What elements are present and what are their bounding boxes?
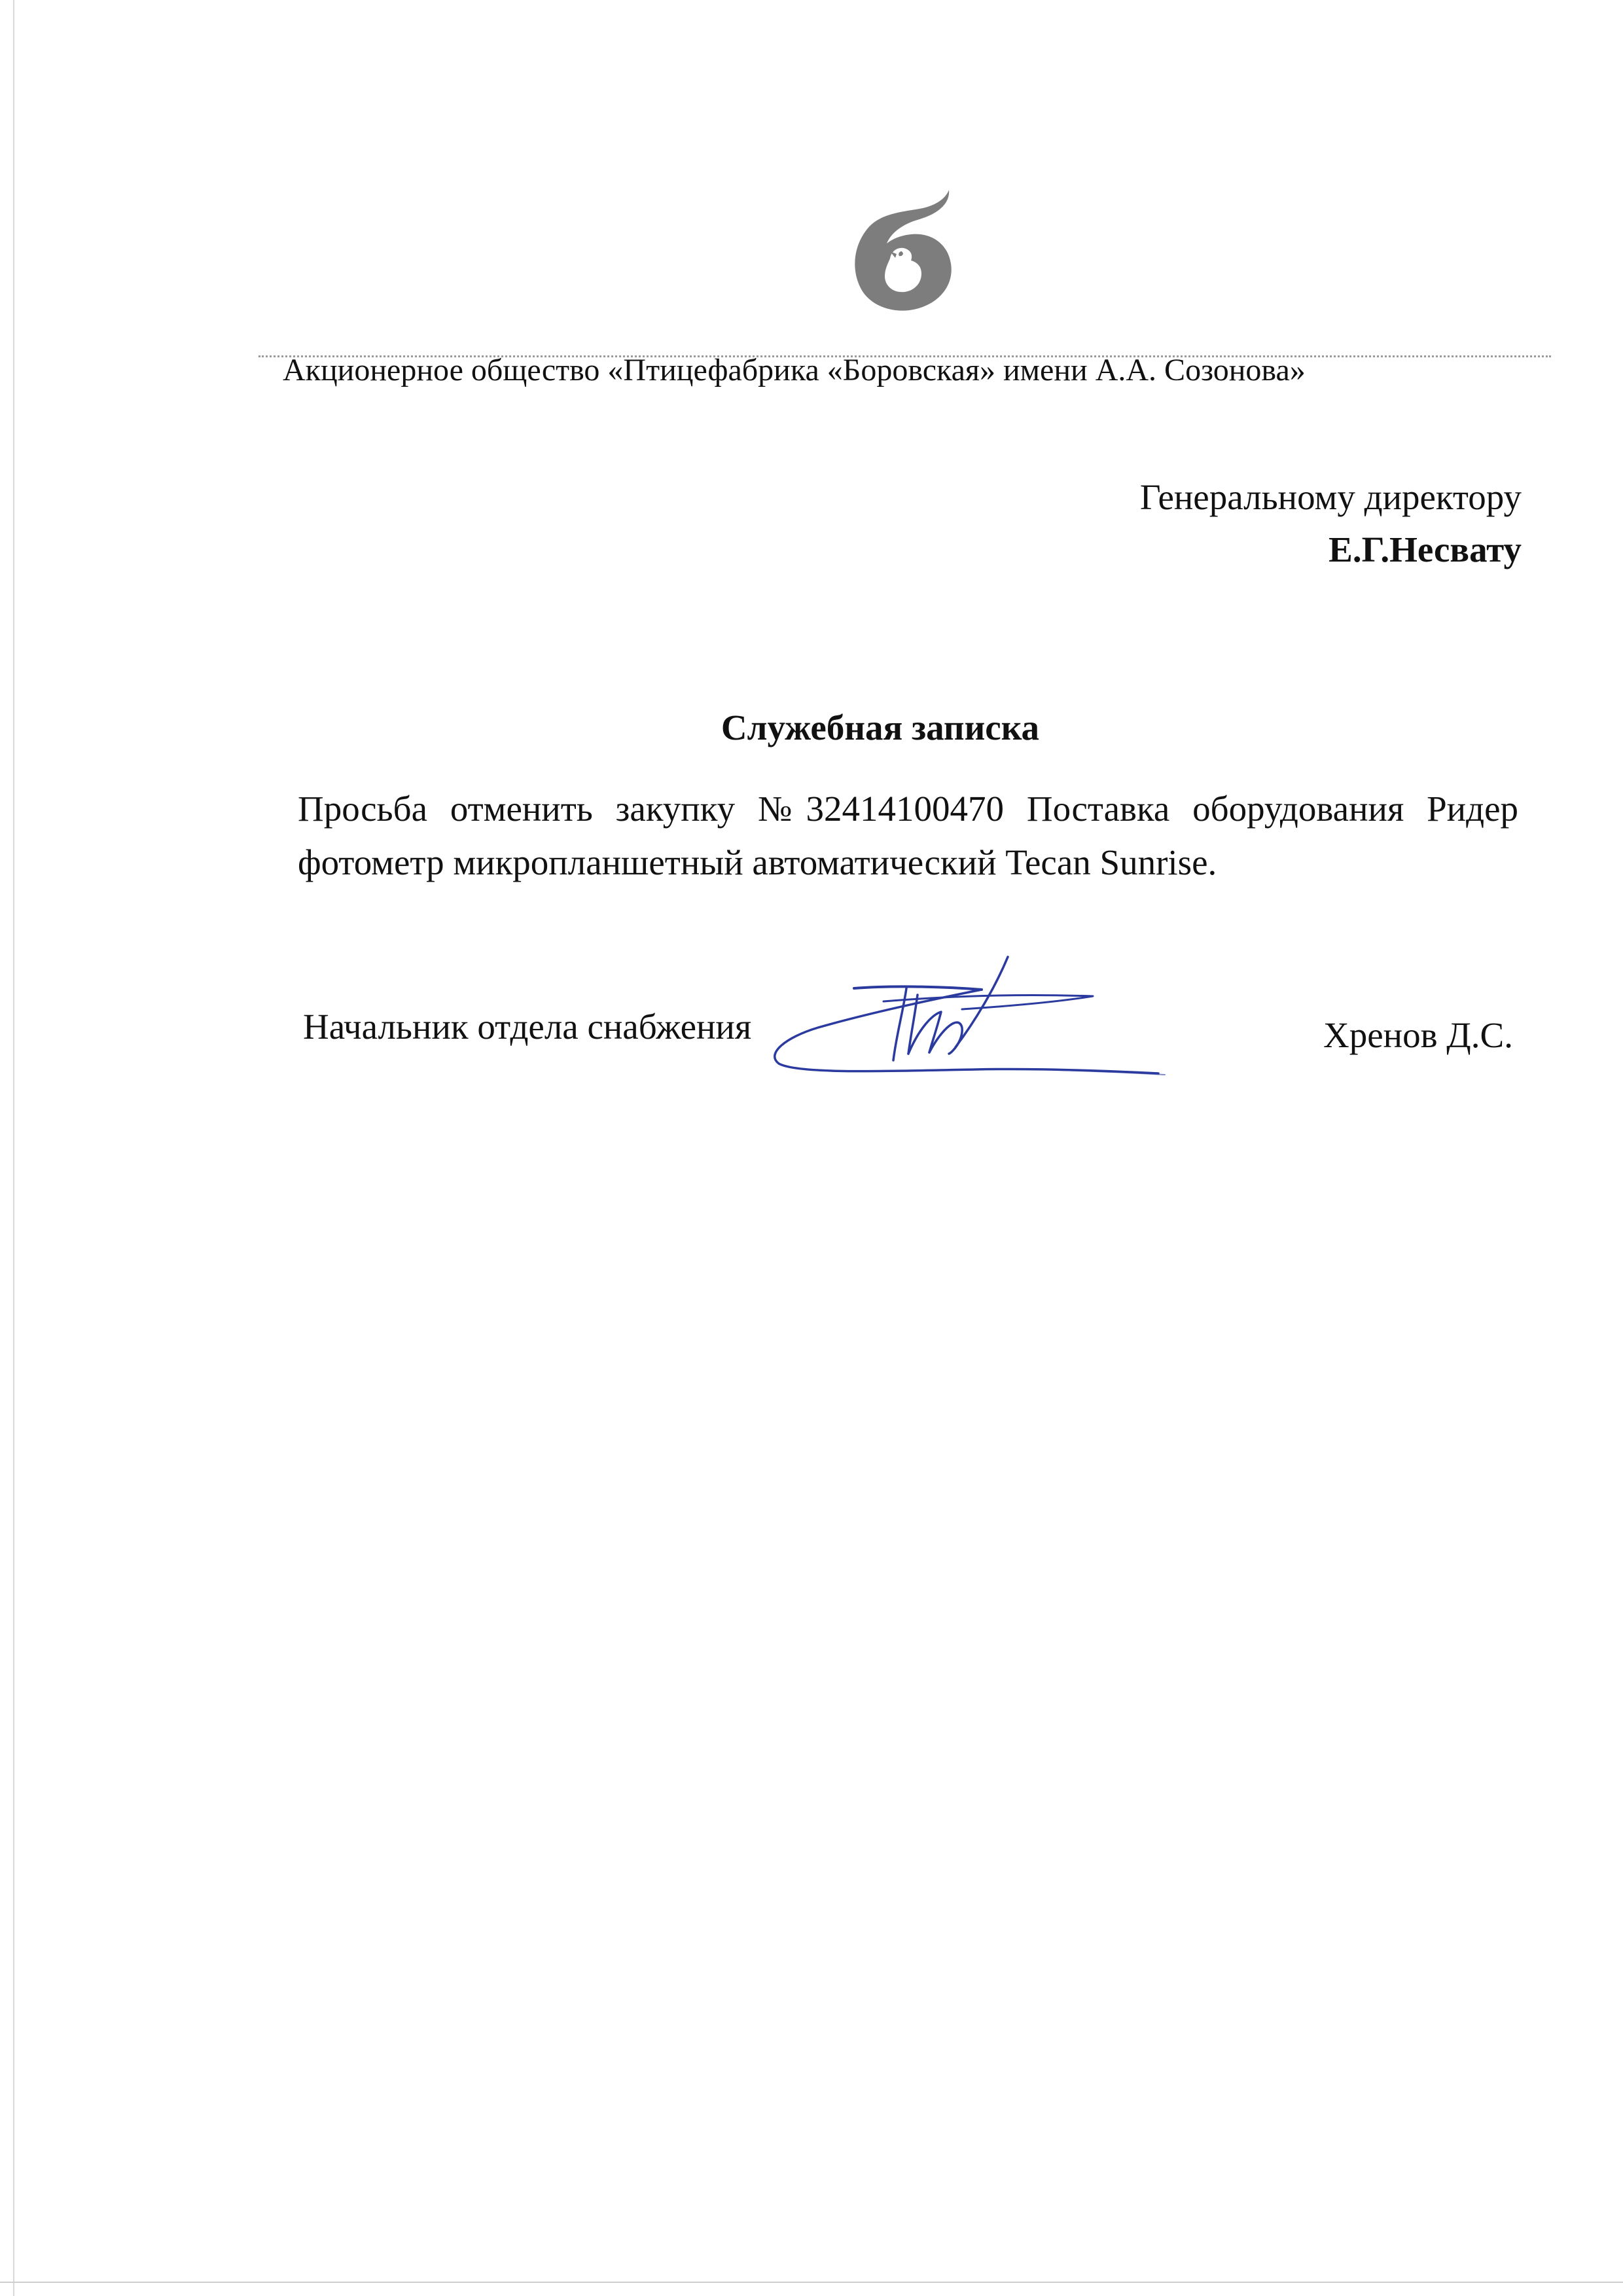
scan-edge-bottom xyxy=(0,2282,1623,2283)
signer-name: Хренов Д.С. xyxy=(1323,1015,1513,1055)
addressee-position: Генеральному директору xyxy=(1139,477,1522,517)
signature-image xyxy=(766,949,1185,1106)
document-title: Служебная записка xyxy=(721,708,1040,747)
addressee-name: Е.Г.Несвату xyxy=(1329,529,1522,569)
signer-position: Начальник отдела снабжения xyxy=(303,1007,752,1047)
company-name: Акционерное общество «Птицефабрика «Боровская» имени А.А. Созонова» xyxy=(283,353,1306,387)
memo-body-line: Просьба отменить закупку №32414100470 Поставка оборудования Ридер xyxy=(298,789,1518,829)
memo-body xyxy=(298,782,1518,889)
memo-body-line: фотометр микропланшетный автоматический Tecan Sunrise. xyxy=(298,842,1217,882)
addressee-block xyxy=(1140,471,1522,576)
company-logo xyxy=(851,183,955,314)
scan-edge-left xyxy=(13,0,14,2296)
